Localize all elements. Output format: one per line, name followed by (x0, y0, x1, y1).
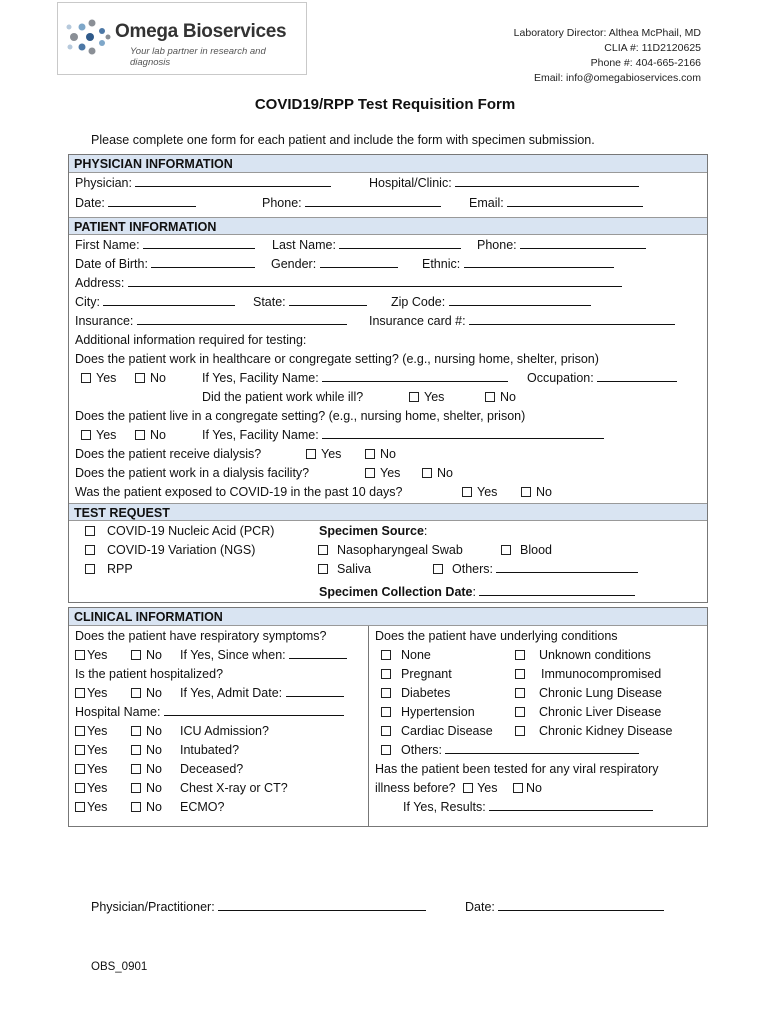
test-pcr[interactable] (85, 523, 274, 539)
state-field[interactable] (253, 294, 367, 310)
icu-yes[interactable] (75, 723, 107, 739)
checkbox[interactable] (515, 726, 525, 736)
checkbox[interactable] (381, 669, 391, 679)
source-label: Saliva (337, 562, 372, 576)
source-nasopharyngeal[interactable] (318, 542, 463, 558)
no-label: No (146, 743, 162, 757)
facility-name-label: If Yes, Facility Name: (202, 428, 319, 442)
signature-date-label: Date: (465, 900, 495, 914)
condition-kidney[interactable] (515, 723, 672, 739)
ecmo-no[interactable] (131, 799, 162, 815)
no-label: No (146, 800, 162, 814)
icu-label: ICU Admission? (180, 724, 269, 738)
patient-phone-label: Phone: (477, 238, 517, 252)
condition-none[interactable] (381, 647, 431, 663)
condition-immuno[interactable] (515, 666, 661, 682)
ethnic-label: Ethnic: (422, 257, 461, 271)
physician-field[interactable] (75, 175, 331, 191)
no-label: No (150, 371, 166, 385)
xray-yes[interactable] (75, 780, 107, 796)
occupation-label: Occupation: (527, 371, 594, 385)
checkbox[interactable] (85, 526, 95, 536)
condition-others[interactable] (381, 742, 639, 758)
yes-label: Yes (87, 648, 108, 662)
no-label: No (380, 447, 396, 461)
yes-label: Yes (477, 485, 498, 499)
facility-name-field[interactable] (202, 370, 508, 386)
address-label: Address: (75, 276, 125, 290)
checkbox[interactable] (422, 468, 432, 478)
dialysis-facility-no[interactable] (422, 465, 453, 481)
date-label: Date: (75, 196, 105, 210)
test-rpp[interactable] (85, 561, 133, 577)
checkbox[interactable] (515, 688, 525, 698)
checkbox[interactable] (131, 783, 141, 793)
yes-label: Yes (87, 743, 108, 757)
checkbox[interactable] (75, 764, 85, 774)
test-label: RPP (107, 562, 133, 576)
admit-date-label: If Yes, Admit Date: (180, 686, 283, 700)
facility-name-line (322, 370, 508, 382)
checkbox[interactable] (381, 745, 391, 755)
checkbox[interactable] (515, 669, 525, 679)
q-live-congregate: Does the patient live in a congregate setting? (e.g., nursing home, shelter, prison) (75, 409, 526, 423)
dob-line (151, 256, 255, 268)
city-line (103, 294, 235, 306)
checkbox[interactable] (75, 745, 85, 755)
checkbox[interactable] (463, 783, 473, 793)
city-field[interactable] (75, 294, 235, 310)
state-line (289, 294, 367, 306)
form-section-clinical (68, 607, 708, 827)
checkbox[interactable] (81, 373, 91, 383)
condition-label: Pregnant (401, 667, 452, 681)
yes-label: Yes (321, 447, 342, 461)
checkbox[interactable] (381, 650, 391, 660)
intubated-label: Intubated? (180, 743, 240, 757)
checkbox[interactable] (75, 650, 85, 660)
q-dialysis: Does the patient receive dialysis? (75, 447, 262, 461)
source-label: Nasopharyngeal Swab (337, 543, 463, 557)
source-blood[interactable] (501, 542, 552, 558)
collection-date-label: Specimen Collection Date (319, 585, 473, 599)
no-label: No (146, 762, 162, 776)
date-line (108, 195, 196, 207)
condition-cardiac[interactable] (381, 723, 493, 739)
lab-clia: CLIA #: 11D2120625 (604, 42, 701, 54)
additional-info-label: Additional information required for testing: (75, 333, 307, 347)
checkbox[interactable] (365, 449, 375, 459)
test-label: COVID-19 Nucleic Acid (PCR) (107, 524, 275, 538)
logo-name: Omega Bioservices (115, 21, 287, 42)
ethnic-line (464, 256, 614, 268)
q-tested-line2 (375, 780, 542, 796)
tested-yes[interactable] (463, 781, 497, 795)
insurance-field[interactable] (75, 313, 347, 329)
checkbox[interactable] (318, 545, 328, 555)
dialysis-facility-yes[interactable] (365, 465, 400, 481)
results-line (489, 799, 653, 811)
source-label: Others: (452, 562, 493, 576)
no-label: No (150, 428, 166, 442)
condition-label: Chronic Lung Disease (539, 686, 662, 700)
deceased-yes[interactable] (75, 761, 107, 777)
hospital-name-field[interactable] (75, 704, 344, 720)
condition-diabetes[interactable] (381, 685, 450, 701)
insurance-card-field[interactable] (369, 313, 675, 329)
email-label: Email: (469, 196, 504, 210)
tested-no[interactable] (513, 781, 542, 795)
checkbox[interactable] (135, 373, 145, 383)
ethnic-field[interactable] (422, 256, 614, 272)
state-label: State: (253, 295, 286, 309)
gender-label: Gender: (271, 257, 317, 271)
no-label: No (500, 390, 516, 404)
insurance-label: Insurance: (75, 314, 134, 328)
yes-label: Yes (477, 781, 498, 795)
checkbox[interactable] (462, 487, 472, 497)
source-others[interactable] (433, 561, 638, 577)
condition-label: None (401, 648, 431, 662)
congregate-facility-field[interactable] (202, 427, 604, 443)
checkbox[interactable] (521, 487, 531, 497)
symptoms-yes[interactable] (75, 647, 107, 663)
facility-name-label: If Yes, Facility Name: (202, 371, 319, 385)
since-when-label: If Yes, Since when: (180, 648, 286, 662)
condition-label: Diabetes (401, 686, 451, 700)
insurance-card-label: Insurance card #: (369, 314, 466, 328)
q-hospitalized: Is the patient hospitalized? (75, 667, 224, 681)
checkbox[interactable] (306, 449, 316, 459)
exposed-no[interactable] (521, 484, 552, 500)
symptoms-no[interactable] (131, 647, 162, 663)
q-exposed: Was the patient exposed to COVID-19 in the past 10 days? (75, 485, 403, 499)
checkbox[interactable] (131, 726, 141, 736)
checkbox[interactable] (131, 802, 141, 812)
condition-label: Unknown conditions (539, 648, 651, 662)
column-divider (368, 626, 369, 826)
yes-label: Yes (87, 724, 108, 738)
first-name-line (143, 237, 255, 249)
yes-label: Yes (380, 466, 401, 480)
checkbox[interactable] (85, 564, 95, 574)
q-conditions: Does the patient have underlying conditions (375, 629, 618, 643)
practitioner-line (218, 899, 426, 911)
checkbox[interactable] (131, 650, 141, 660)
no-label: No (146, 686, 162, 700)
physician-info-header: PHYSICIAN INFORMATION (69, 155, 707, 173)
checkbox[interactable] (135, 430, 145, 440)
healthcare-no[interactable] (135, 370, 166, 386)
q-symptoms: Does the patient have respiratory symptoms? (75, 629, 327, 643)
physician-date-field[interactable] (75, 195, 196, 211)
checkbox[interactable] (381, 726, 391, 736)
condition-label: Chronic Liver Disease (539, 705, 662, 719)
condition-label: Cardiac Disease (401, 724, 493, 738)
test-request-header: TEST REQUEST (69, 503, 707, 521)
lab-director: Laboratory Director: Althea McPhail, MD (513, 27, 701, 39)
checkbox[interactable] (81, 430, 91, 440)
address-line (128, 275, 622, 287)
patient-phone-field[interactable] (477, 237, 646, 253)
last-name-line (339, 237, 461, 249)
email-line (507, 195, 643, 207)
occupation-field[interactable] (527, 370, 677, 386)
condition-lung[interactable] (515, 685, 662, 701)
checkbox[interactable] (75, 688, 85, 698)
physician-phone-field[interactable] (262, 195, 441, 211)
q-work-ill: Did the patient work while ill? (202, 390, 364, 404)
source-saliva[interactable] (318, 561, 371, 577)
q-healthcare: Does the patient work in healthcare or congregate setting? (e.g., nursing home, shelter, prison) (75, 352, 599, 366)
clinical-info-header: CLINICAL INFORMATION (69, 608, 707, 626)
first-name-label: First Name: (75, 238, 140, 252)
healthcare-yes[interactable] (81, 370, 116, 386)
since-when-field[interactable] (180, 647, 347, 663)
signature-date-line (498, 899, 664, 911)
checkbox[interactable] (75, 726, 85, 736)
congregate-no[interactable] (135, 427, 166, 443)
company-logo (57, 2, 307, 75)
results-label: If Yes, Results: (403, 800, 486, 814)
checkbox[interactable] (75, 802, 85, 812)
checkbox[interactable] (515, 707, 525, 717)
patient-phone-line (520, 237, 646, 249)
xray-label: Chest X-ray or CT? (180, 781, 288, 795)
yes-label: Yes (87, 762, 108, 776)
dialysis-no[interactable] (365, 446, 396, 462)
source-label: Blood (520, 543, 552, 557)
ecmo-yes[interactable] (75, 799, 107, 815)
collection-date-field[interactable] (319, 584, 635, 600)
facility-name-line (322, 427, 604, 439)
test-label: COVID-19 Variation (NGS) (107, 543, 256, 557)
hospital-name-line (164, 704, 344, 716)
no-label: No (536, 485, 552, 499)
work-ill-no[interactable] (485, 389, 516, 405)
deceased-label: Deceased? (180, 762, 244, 776)
checkbox[interactable] (485, 392, 495, 402)
checkbox[interactable] (515, 650, 525, 660)
q-tested-text: illness before? (375, 781, 456, 795)
form-code: OBS_0901 (91, 961, 148, 973)
condition-unknown[interactable] (515, 647, 651, 663)
specimen-source-label (319, 523, 427, 539)
congregate-yes[interactable] (81, 427, 116, 443)
gender-field[interactable] (271, 256, 398, 272)
physician-line (135, 175, 331, 187)
dob-field[interactable] (75, 256, 255, 272)
hospital-field[interactable] (369, 175, 639, 191)
form-section-main (68, 154, 708, 603)
lab-email: Email: info@omegabioservices.com (533, 72, 701, 84)
phone-label: Phone: (262, 196, 302, 210)
insurance-card-line (469, 313, 675, 325)
condition-pregnant[interactable] (381, 666, 452, 682)
phone-line (305, 195, 441, 207)
no-label: No (146, 648, 162, 662)
checkbox[interactable] (365, 468, 375, 478)
yes-label: Yes (96, 371, 117, 385)
intubated-no[interactable] (131, 742, 162, 758)
colon: : (472, 585, 476, 599)
last-name-label: Last Name: (272, 238, 336, 252)
hospital-label: Hospital/Clinic: (369, 176, 452, 190)
condition-label: Hypertension (401, 705, 475, 719)
physician-label: Physician: (75, 176, 132, 190)
checkbox[interactable] (131, 764, 141, 774)
dialysis-yes[interactable] (306, 446, 341, 462)
hospitalized-no[interactable] (131, 685, 162, 701)
condition-label: Others: (401, 743, 442, 757)
zip-field[interactable] (391, 294, 591, 310)
checkbox[interactable] (381, 707, 391, 717)
last-name-field[interactable] (272, 237, 461, 253)
checkbox[interactable] (318, 564, 328, 574)
logo-dots-icon (64, 13, 112, 61)
results-field[interactable] (403, 799, 653, 815)
yes-label: Yes (87, 686, 108, 700)
form-title: COVID19/RPP Test Requisition Form (254, 96, 516, 113)
hospital-name-label: Hospital Name: (75, 705, 161, 719)
hospitalized-yes[interactable] (75, 685, 107, 701)
lab-phone: Phone #: 404-665-2166 (590, 57, 701, 69)
q-tested-line1: Has the patient been tested for any viral respiratory (375, 762, 659, 776)
condition-hypertension[interactable] (381, 704, 475, 720)
ecmo-label: ECMO? (180, 800, 225, 814)
dob-label: Date of Birth: (75, 257, 148, 271)
condition-liver[interactable] (515, 704, 661, 720)
work-ill-yes[interactable] (409, 389, 444, 405)
occupation-line (597, 370, 677, 382)
checkbox[interactable] (75, 783, 85, 793)
xray-no[interactable] (131, 780, 162, 796)
instructions: Please complete one form for each patient and include the form with specimen submission. (91, 133, 595, 147)
checkbox[interactable] (433, 564, 443, 574)
zip-label: Zip Code: (391, 295, 446, 309)
city-label: City: (75, 295, 100, 309)
no-label: No (437, 466, 453, 480)
checkbox[interactable] (131, 688, 141, 698)
admit-date-line (286, 685, 344, 697)
first-name-field[interactable] (75, 237, 255, 253)
checkbox[interactable] (85, 545, 95, 555)
no-label: No (146, 781, 162, 795)
insurance-line (137, 313, 347, 325)
checkbox[interactable] (381, 688, 391, 698)
logo-tagline: Your lab partner in research and diagnosis (130, 46, 266, 68)
checkbox[interactable] (513, 783, 523, 793)
icu-no[interactable] (131, 723, 162, 739)
since-when-line (289, 647, 347, 659)
no-label: No (146, 724, 162, 738)
yes-label: Yes (96, 428, 117, 442)
exposed-yes[interactable] (462, 484, 497, 500)
no-label: No (525, 781, 542, 795)
collection-date-line (479, 584, 635, 596)
lab-contact-info (514, 26, 701, 86)
test-ngs[interactable] (85, 542, 255, 558)
checkbox[interactable] (131, 745, 141, 755)
checkbox[interactable] (501, 545, 511, 555)
others-line (496, 561, 638, 573)
zip-line (449, 294, 591, 306)
others-line (445, 742, 639, 754)
yes-label: Yes (87, 800, 108, 814)
gender-line (320, 256, 398, 268)
condition-label: Chronic Kidney Disease (539, 724, 673, 738)
physician-email-field[interactable] (469, 195, 643, 211)
patient-info-header: PATIENT INFORMATION (69, 217, 707, 235)
practitioner-label: Physician/Practitioner: (91, 900, 215, 914)
colon: : (423, 524, 428, 538)
checkbox[interactable] (409, 392, 419, 402)
address-field[interactable] (75, 275, 622, 291)
intubated-yes[interactable] (75, 742, 107, 758)
signature-date-field[interactable] (465, 899, 664, 914)
hospital-line (455, 175, 639, 187)
practitioner-signature-field[interactable] (91, 899, 426, 914)
yes-label: Yes (87, 781, 108, 795)
yes-label: Yes (424, 390, 445, 404)
admit-date-field[interactable] (180, 685, 344, 701)
specimen-source-text: Specimen Source (319, 524, 424, 538)
q-dialysis-facility: Does the patient work in a dialysis facility? (75, 466, 310, 480)
condition-label: Immunocompromised (541, 667, 662, 681)
deceased-no[interactable] (131, 761, 162, 777)
